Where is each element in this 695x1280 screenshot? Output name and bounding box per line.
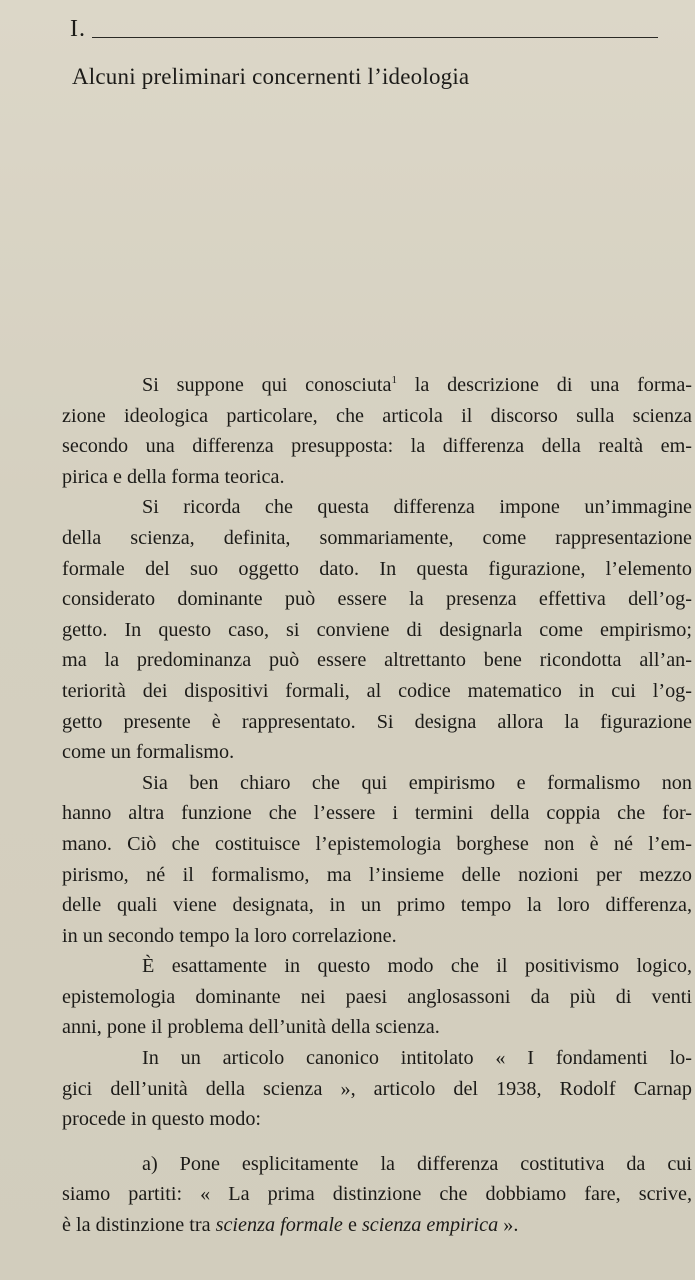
text-line: È esattamente in questo modo che il positivismo logico, [142,955,692,978]
text-line: Si suppone qui conosciuta$^1$ la descrizione di una forma- [142,374,693,396]
italic-term: scienza empirica [361,1214,499,1237]
paragraph-6 [62,1149,692,1241]
footnote-ref: 1 [391,374,397,386]
text-line: a) Pone esplicitamente la differenza costitutiva da cui [142,1152,692,1175]
text-line: mano. Ciò che costituisce l’epistemologia borghese non è né l’em- [62,832,692,855]
text-line: delle quali viene designata, in un primo tempo la loro differenza, [62,894,692,917]
text-line: secondo una differenza presupposta: la differenza della realtà em- [62,435,692,458]
paragraph-3 [62,768,692,952]
text-line: getto. In questo caso, si conviene di designarla come empirismo; [62,618,692,641]
text-line: anni, pone il problema dell’unità della scienza. [62,1016,440,1039]
text-line: In un articolo canonico intitolato « I fondamenti lo- [142,1047,692,1070]
text-line: in un secondo tempo la loro correlazione. [62,924,397,947]
text-line: gici dell’unità della scienza », articolo del 1938, Rodolf Carnap [62,1077,692,1100]
text-line: Si ricorda che questa differenza impone un’immagine [142,496,692,519]
body-text [62,370,692,1241]
paragraph-5 [62,1043,692,1135]
text-line: formale del suo oggetto dato. In questa figurazione, l’elemento [62,557,692,580]
text-line: zione ideologica particolare, che articola il discorso sulla scienza [62,404,692,427]
text-line: considerato dominante può essere la presenza effettiva dell’og- [62,588,692,611]
paragraph-1 [62,370,692,492]
text-line: epistemologia dominante nei paesi anglosassoni da più di venti [62,985,692,1008]
text-line: ma la predominanza può essere altrettanto bene ricondotta all’an- [62,649,692,672]
text-line: è la distinzione tra scienza formale e scienza empirica ». [62,1214,519,1237]
header-rule [92,37,658,38]
text-line: come un formalismo. [62,741,235,764]
paragraph-2 [62,492,692,767]
chapter-number: I. [70,16,86,42]
text-line: getto presente è rappresentato. Si designa allora la figurazione [62,710,692,733]
text-line: siamo partiti: « La prima distinzione che dobbiamo fare, scrive, [62,1183,692,1206]
text-line: pirismo, né il formalismo, ma l’insieme delle nozioni per mezzo [62,863,692,886]
paragraph-4 [62,951,692,1043]
chapter-title: Alcuni preliminari concernenti l’ideologia [72,64,470,89]
italic-term: scienza formale [215,1214,343,1237]
text-line: procede in questo modo: [62,1108,262,1131]
text-line: della scienza, definita, sommariamente, come rappresentazione [62,526,692,549]
text-line: teriorità dei dispositivi formali, al codice matematico in cui l’og- [62,679,692,702]
text-line: hanno altra funzione che l’essere i termini della coppia che for- [62,802,692,825]
text-line: pirica e della forma teorica. [62,465,285,488]
text-line: Sia ben chiaro che qui empirismo e formalismo non [142,771,692,794]
